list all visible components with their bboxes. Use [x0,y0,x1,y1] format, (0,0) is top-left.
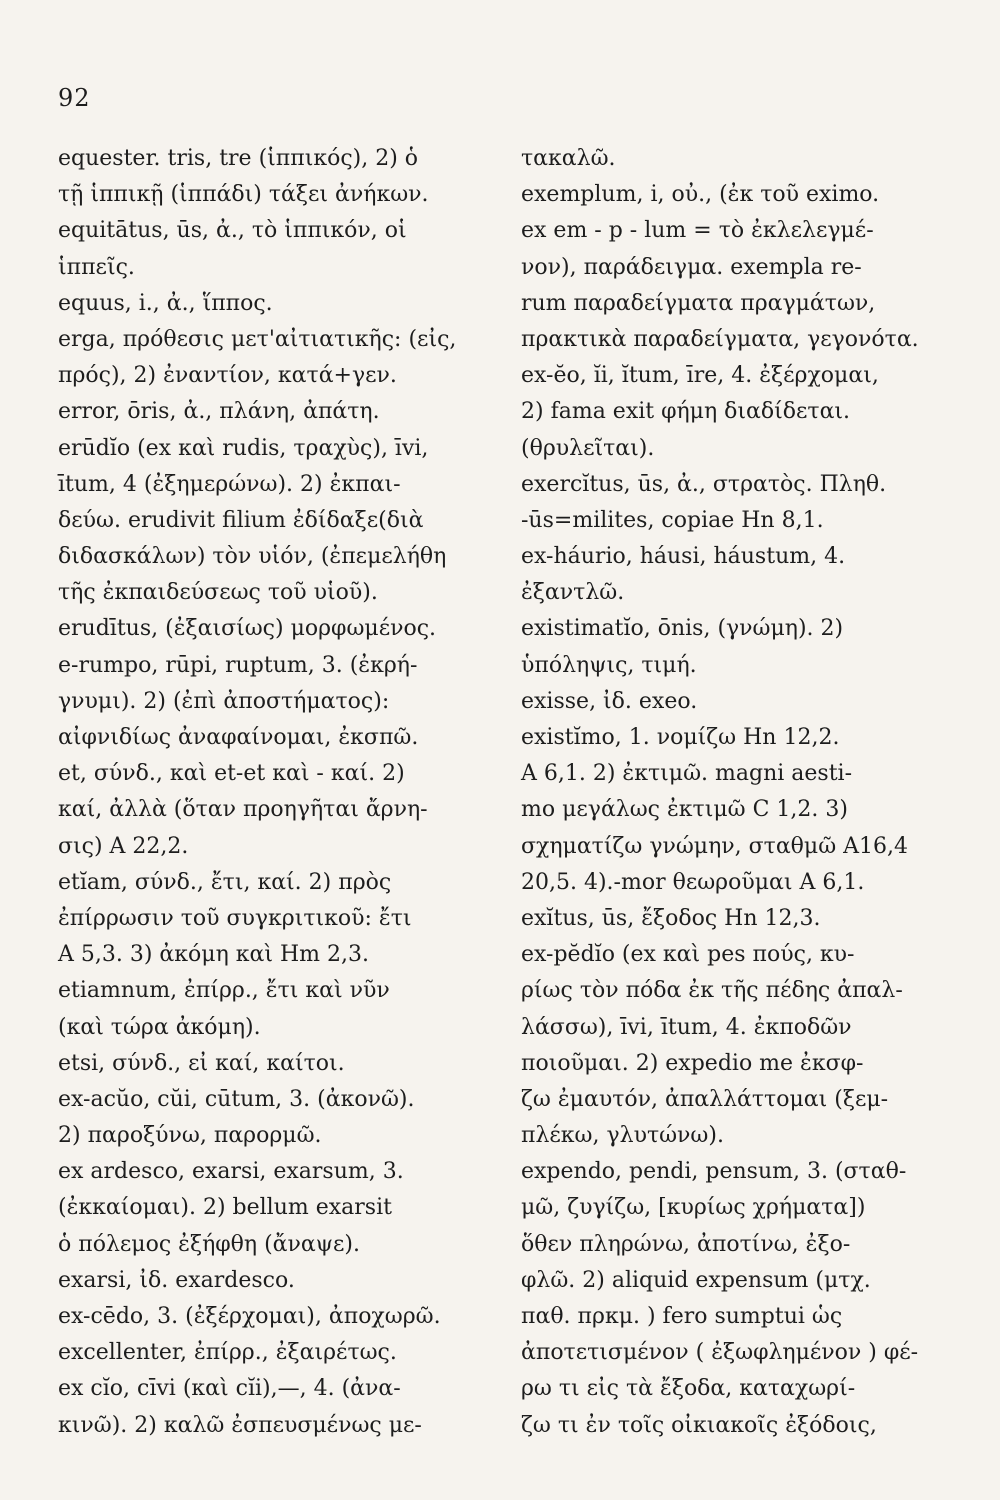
dictionary-line: τῆς ἐκπαιδεύσεως τοῦ υἱοῦ). [58,580,378,606]
dictionary-line: ex-cēdo, 3. (ἐξέρχομαι), ἀποχωρῶ. [58,1304,441,1329]
dictionary-line: (καὶ τώρα ἀκόμη). [58,1014,261,1040]
right-column [521,141,961,1444]
dictionary-line: expendo, pendi, pensum, 3. (σταθ- [521,1159,907,1185]
dictionary-line: ἐπίρρωσιν τοῦ συγκριτικοῦ: ἔτι [58,905,412,931]
dictionary-line: erga, πρόθεσις μετ'αἰτιατικῆς: (εἰς, [58,326,457,352]
dictionary-line: ὁ πόλεμος ἐξήφθη (ἄναψε). [58,1231,360,1257]
dictionary-line: exercĭtus, ūs, ἀ., στρατὸς. Πληθ. [521,471,887,497]
dictionary-line: ex-háurio, háusi, háustum, 4. [521,544,846,570]
dictionary-line: A 6,1. 2) ἐκτιμῶ. magni aesti- [521,761,852,787]
dictionary-line: mo μεγάλως ἐκτιμῶ C 1,2. 3) [521,797,848,823]
dictionary-line: σις) A 22,2. [58,833,189,859]
dictionary-line: etsi, σύνδ., εἰ καί, καίτοι. [58,1050,345,1076]
dictionary-line: etĭam, σύνδ., ἔτι, καί. 2) πρὸς [58,869,392,895]
dictionary-line: ὑπόληψις, τιμή. [521,652,697,678]
dictionary-line: ex ardesco, exarsi, exarsum, 3. [58,1159,404,1185]
dictionary-line: error, ōris, ἀ., πλάνη, ἀπάτη. [58,399,380,425]
dictionary-line: ītum, 4 (ἐξημερώνω). 2) ἐκπαι- [58,471,401,497]
dictionary-line: 2) fama exit φήμη διαδίδεται. [521,399,851,425]
dictionary-line: equus, i., ἀ., ἵππος. [58,290,273,316]
dictionary-line: exĭtus, ūs, ἔξοδος Hn 12,3. [521,905,821,931]
dictionary-line: et, σύνδ., καὶ et-et καὶ - καί. 2) [58,761,405,787]
dictionary-line: πρός), 2) ἐναντίον, κατά+γεν. [58,363,397,389]
dictionary-line: λάσσω), īvi, ītum, 4. ἐκποδῶν [521,1014,852,1040]
dictionary-line: τακαλῶ. [521,146,616,171]
dictionary-line: ex-pĕdĭo (ex καὶ pes πούς, κυ- [521,942,855,968]
dictionary-line: τῇ ἱππικῇ (ἱππάδι) τάξει ἀνήκων. [58,182,429,208]
dictionary-line: ex cĭo, cīvi (καὶ cĭi),—, 4. (ἀνα- [58,1376,401,1402]
dictionary-line: ρω τι εἰς τὰ ἔξοδα, καταχωρί- [521,1376,856,1402]
dictionary-line: κινῶ). 2) καλῶ ἐσπευσμένως με- [58,1412,422,1438]
dictionary-line: (ἐκκαίομαι). 2) bellum exarsit [58,1195,392,1221]
dictionary-line: 20,5. 4).-mor θεωροῦμαι A 6,1. [521,869,865,895]
dictionary-line: ζω ἐμαυτόν, ἀπαλλάττομαι (ξεμ- [521,1086,889,1112]
dictionary-line: ex-ĕo, ĭi, ĭtum, īre, 4. ἐξέρχομαι, [521,363,879,389]
dictionary-line: e-rumpo, rūpi, ruptum, 3. (ἐκρή- [58,652,418,678]
dictionary-line: erūdĭo (ex καὶ rudis, τραχὺς), īvi, [58,435,429,461]
dictionary-line: νον), παράδειγμα. exempla re- [521,254,862,280]
dictionary-line: φλῶ. 2) aliquid expensum (μτχ. [521,1267,871,1293]
dictionary-line: ποιοῦμαι. 2) expedio me ἐκσφ- [521,1050,864,1076]
left-column [58,141,498,1444]
dictionary-line: -ūs=milites, copiae Hn 8,1. [521,507,824,533]
dictionary-line: καί, ἀλλὰ (ὅταν προηγῆται ἄρνη- [58,797,428,823]
dictionary-line: excellenter, ἐπίρρ., ἐξαιρέτως. [58,1340,397,1366]
dictionary-line: equitātus, ūs, ἀ., τὸ ἱππικόν, οἱ [58,218,407,244]
dictionary-line: A 5,3. 3) ἀκόμη καὶ Hm 2,3. [58,942,369,968]
dictionary-line: exisse, ἰδ. exeo. [521,688,698,714]
dictionary-line: ρίως τὸν πόδα ἐκ τῆς πέδης ἀπαλ- [521,978,903,1004]
dictionary-line: ζω τι ἐν τοῖς οἰκιακοῖς ἐξόδοις, [521,1412,877,1438]
dictionary-line: (θρυλεῖται). [521,435,655,461]
dictionary-line: δεύω. erudivit filium ἐδίδαξε(διὰ [58,507,424,533]
dictionary-line: ἱππεῖς. [58,254,135,280]
dictionary-line: σχηματίζω γνώμην, σταθμῶ A16,4 [521,833,909,859]
dictionary-line: exemplum, i, οὐ., (ἐκ τοῦ eximo. [521,182,880,208]
page-number: 92 [58,84,91,112]
dictionary-line: ὅθεν πληρώνω, ἀποτίνω, ἐξο- [521,1231,851,1257]
dictionary-line: 2) παροξύνω, παρορμῶ. [58,1123,322,1149]
dictionary-line: ex em - p - lum = τὸ ἐκλελεγμέ- [521,218,874,244]
dictionary-line: διδασκάλων) τὸν υἱόν, (ἐπεμελήθη [58,544,447,570]
dictionary-line: πλέκω, γλυτώνω). [521,1123,724,1149]
dictionary-line: γνυμι). 2) (ἐπὶ ἀποστήματος): [58,688,390,714]
dictionary-line: rum παραδείγματα πραγμάτων, [521,290,876,316]
dictionary-line: αἰφνιδίως ἀναφαίνομαι, ἐκσπῶ. [58,725,419,750]
dictionary-line: ἀποτετισμένον ( ἐξωφλημένον ) φέ- [521,1340,919,1366]
dictionary-line: πρακτικὰ παραδείγματα, γεγονότα. [521,326,919,352]
dictionary-line: existimatĭo, ōnis, (γνώμη). 2) [521,616,844,642]
dictionary-line: ἐξαντλῶ. [521,580,625,606]
dictionary-line: ex-acŭo, cŭi, cūtum, 3. (ἀκονῶ). [58,1086,415,1112]
dictionary-line: equester. tris, tre (ἱππικός), 2) ὁ [58,146,419,171]
dictionary-line: existĭmo, 1. νομίζω Hn 12,2. [521,725,840,750]
dictionary-line: erudītus, (ἐξαισίως) μορφωμένος. [58,616,437,642]
dictionary-line: exarsi, ἰδ. exardesco. [58,1267,295,1293]
dictionary-line: etiamnum, ἐπίρρ., ἔτι καὶ νῦν [58,978,390,1004]
dictionary-line: μῶ, ζυγίζω, [κυρίως χρήματα]) [521,1195,866,1221]
dictionary-line: παθ. πρκμ. ) fero sumptui ὡς [521,1304,843,1329]
